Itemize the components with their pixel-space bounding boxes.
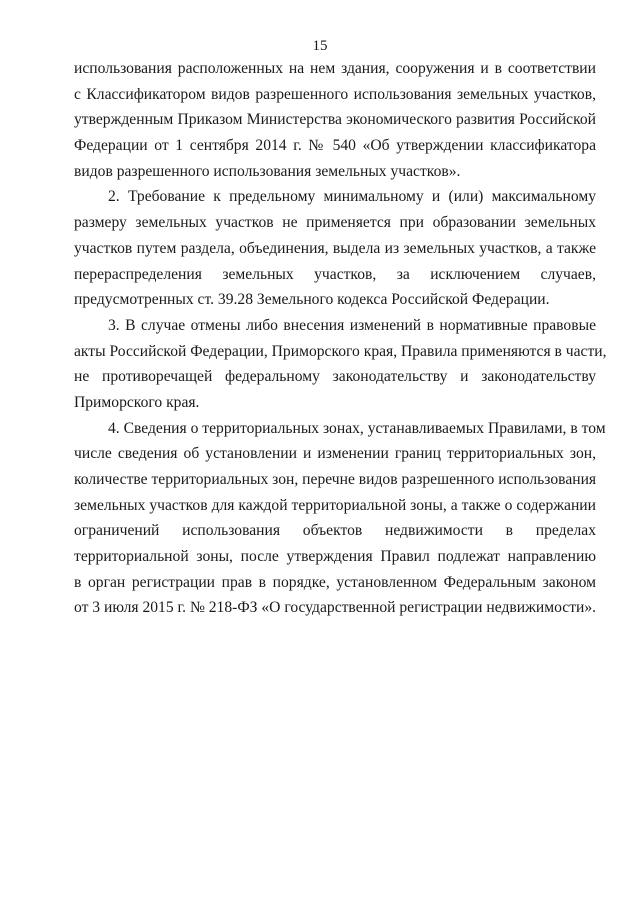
page-number: 15 — [312, 38, 328, 54]
text-line: числе сведения об установлении и изменении границ территориальных зон, — [74, 445, 596, 463]
text-line: предусмотренных ст. 39.28 Земельного кодекса Российской Федерации. — [74, 291, 550, 309]
text-line: видов разрешенного использования земельных участков». — [74, 162, 461, 180]
text-line: в орган регистрации прав в порядке, установленном Федеральным законом — [74, 573, 596, 591]
text-line: размеру земельных участков не применяется при образовании земельных — [74, 214, 596, 232]
document-body — [74, 56, 607, 621]
text-line: использования расположенных на нем здания, сооружения и в соответствии — [74, 60, 596, 77]
text-line: акты Российской Федерации, Приморского края, Правила применяются в части, — [74, 342, 607, 360]
text-line: 2. Требование к предельному минимальному и (или) максимальному — [108, 188, 596, 206]
text-line: ограничений использования объектов недвижимости в пределах — [74, 522, 596, 540]
paragraph-item-2 — [74, 184, 596, 312]
text-line: Приморского края. — [74, 393, 200, 411]
text-line: не противоречащей федеральному законодательству и законодательству — [74, 368, 596, 386]
paragraph-item-4 — [74, 416, 606, 622]
text-line: Федерации от 1 сентября 2014 г. № 540 «Об утверждении классификатора — [74, 137, 596, 155]
text-line: 4. Сведения о территориальных зонах, устанавливаемых Правилами, в том — [108, 419, 606, 437]
text-line: от 3 июля 2015 г. № 218-ФЗ «О государственной регистрации недвижимости». — [74, 599, 597, 617]
text-line: перераспределения земельных участков, за исключением случаев, — [74, 265, 596, 283]
paragraph-item-3 — [74, 313, 607, 416]
text-line: земельных участков для каждой территориальной зоны, а также о содержании — [74, 496, 596, 514]
text-line: участков путем раздела, объединения, выдела из земельных участков, а также — [74, 239, 596, 257]
text-line: 3. В случае отмены либо внесения изменений в нормативные правовые — [108, 316, 596, 334]
paragraph-continued — [74, 56, 596, 184]
text-line: утвержденным Приказом Министерства экономического развития Российской — [74, 111, 596, 129]
text-line: количестве территориальных зон, перечне видов разрешенного использования — [74, 471, 597, 488]
text-line: с Классификатором видов разрешенного использования земельных участков, — [74, 85, 596, 103]
text-line: территориальной зоны, после утверждения Правил подлежат направлению — [74, 548, 596, 566]
